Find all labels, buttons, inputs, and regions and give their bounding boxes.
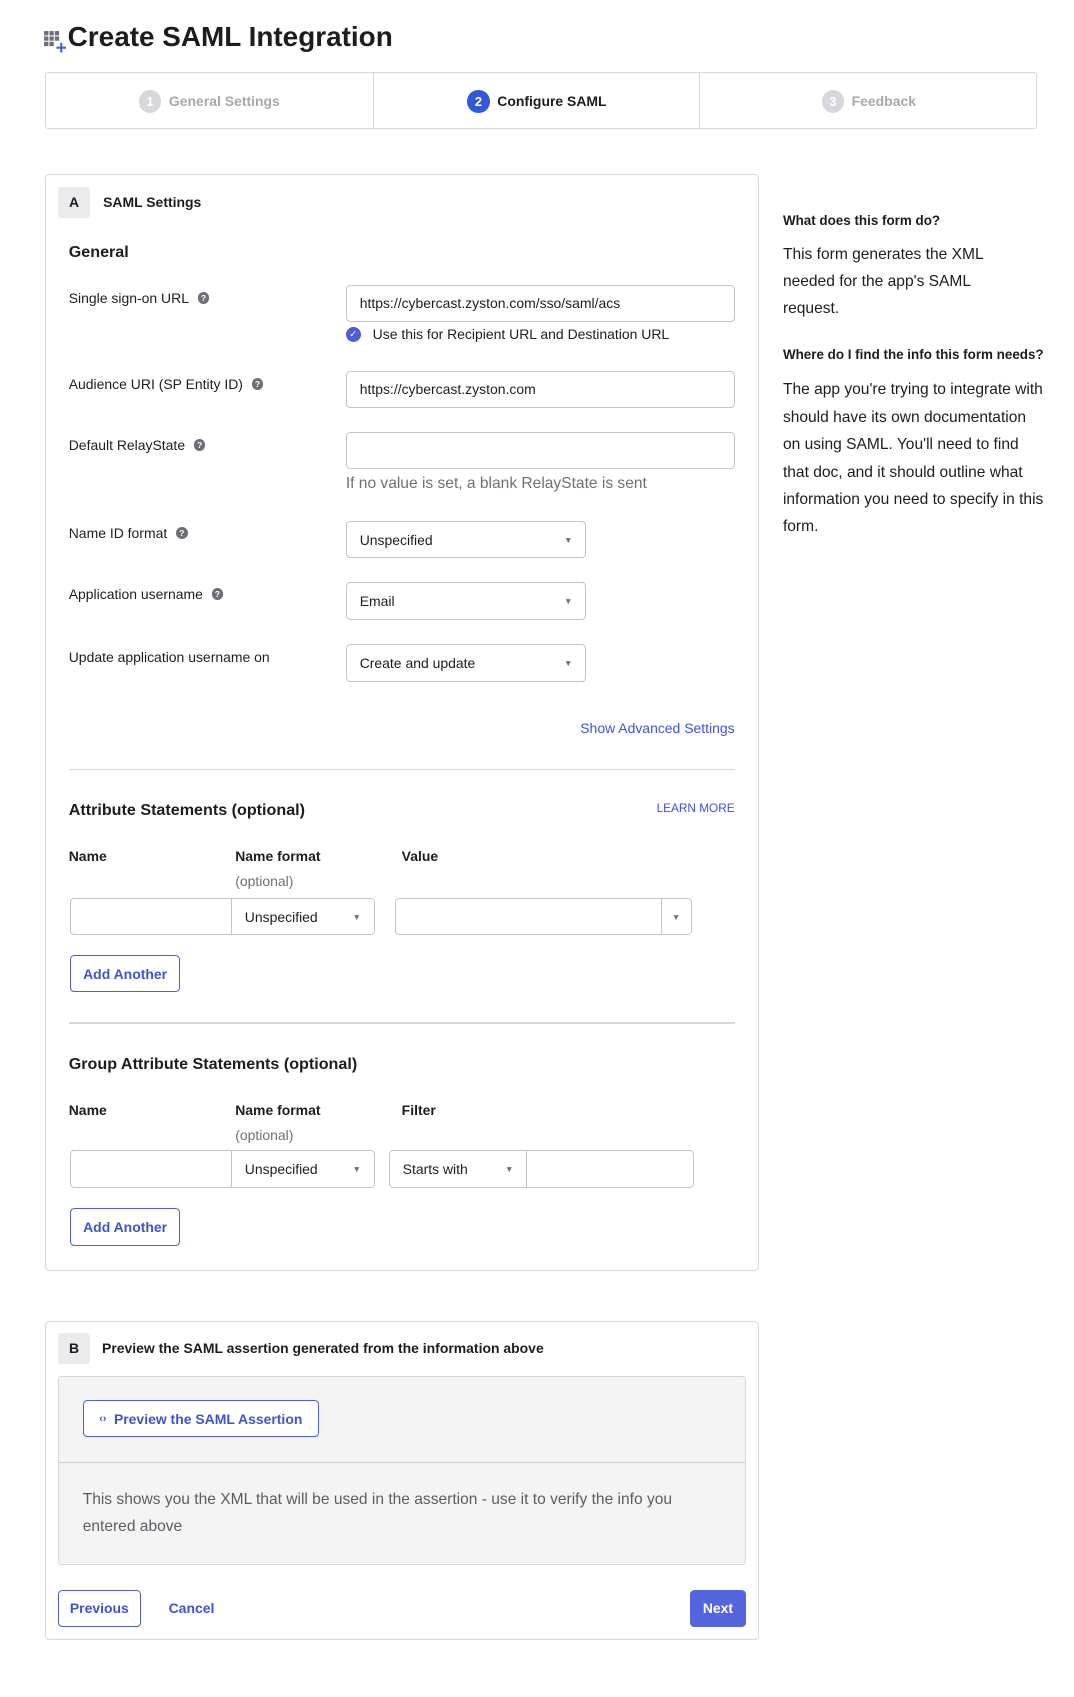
col-value: Value [401, 848, 439, 865]
chevron-down-icon: ▼ [671, 911, 681, 922]
name-id-format-select[interactable]: Unspecified ▼ [346, 521, 587, 559]
help-icon[interactable]: ? [194, 439, 206, 451]
group-name-input[interactable] [70, 1150, 232, 1188]
previous-button[interactable]: Previous [58, 1590, 141, 1628]
chevron-down-icon: ▼ [564, 658, 573, 669]
step-configure-saml[interactable] [374, 73, 700, 130]
help-answer: The app you're trying to integrate with should have its own documentation on using SAML. You'll need to find that doc, and it should outline what information you need to specify in this form. [782, 381, 1044, 536]
show-advanced-settings-link[interactable]: Show Advanced Settings [580, 719, 735, 736]
help-question: What does this form do? [782, 212, 941, 228]
preview-saml-assertion-button[interactable]: ‹› Preview the SAML Assertion [83, 1400, 319, 1437]
col-filter: Filter [401, 1101, 436, 1118]
cancel-button[interactable]: Cancel [168, 1600, 215, 1617]
step-feedback[interactable] [700, 73, 1037, 130]
step-number: 3 [822, 90, 845, 113]
audience-uri-label: Audience URI (SP Entity ID) ? [69, 376, 264, 392]
sso-url-label: Single sign-on URL ? [69, 290, 210, 306]
app-username-select[interactable]: Email ▼ [346, 582, 587, 620]
relaystate-hint: If no value is set, a blank RelayState is sent [345, 474, 647, 492]
page-title: Create SAML Integration [67, 21, 393, 53]
attr-name-input[interactable] [70, 898, 232, 936]
add-another-attribute-button[interactable]: Add Another [70, 955, 181, 993]
help-icon[interactable]: ? [176, 527, 188, 539]
chevron-down-icon: ▼ [352, 1164, 361, 1175]
sidebar-help [783, 213, 1046, 541]
update-username-select[interactable]: Create and update ▼ [346, 644, 587, 682]
help-icon[interactable]: ? [252, 378, 264, 390]
attr-value-dropdown[interactable] [661, 898, 692, 936]
recipient-checkbox-row[interactable]: ✓ Use this for Recipient URL and Destination URL [346, 326, 669, 342]
code-icon: ‹› [99, 1412, 107, 1425]
divider [69, 769, 735, 770]
next-button[interactable]: Next [690, 1590, 747, 1628]
checkbox-checked-icon[interactable]: ✓ [346, 327, 361, 342]
general-heading: General [68, 242, 129, 261]
attr-value-input[interactable] [395, 898, 661, 936]
relaystate-input[interactable] [346, 432, 735, 470]
learn-more-link[interactable]: LEARN MORE [656, 801, 735, 816]
step-label: Configure SAML [497, 93, 607, 110]
col-optional: (optional) [235, 873, 294, 890]
sso-url-input[interactable]: https://cybercast.zyston.com/sso/saml/acs [346, 285, 735, 323]
section-title: Preview the SAML assertion generated from the information above [102, 1340, 544, 1357]
step-label: General Settings [168, 93, 280, 110]
divider [69, 1022, 735, 1023]
help-answer: This form generates the XML needed for the app's SAML request. [782, 245, 984, 318]
audience-uri-input[interactable]: https://cybercast.zyston.com [346, 371, 735, 409]
group-format-select[interactable]: Unspecified ▼ [231, 1150, 375, 1188]
step-number: 2 [467, 90, 490, 113]
wizard-steps [45, 72, 1037, 129]
col-optional: (optional) [235, 1126, 294, 1143]
app-icon [43, 30, 67, 54]
help-icon[interactable]: ? [198, 292, 210, 304]
step-general-settings[interactable] [46, 73, 372, 130]
relaystate-label: Default RelayState ? [69, 437, 206, 453]
name-id-format-label: Name ID format ? [69, 525, 188, 541]
chevron-down-icon: ▼ [352, 911, 361, 922]
update-username-label: Update application username on [68, 648, 270, 665]
chevron-down-icon: ▼ [564, 595, 573, 606]
help-question: Where do I find the info this form needs? [782, 347, 1044, 363]
step-label: Feedback [851, 93, 916, 110]
col-name-format: Name format [235, 848, 321, 865]
group-attribute-statements-heading: Group Attribute Statements (optional) [68, 1054, 358, 1073]
attribute-statements-heading: Attribute Statements (optional) [68, 801, 306, 820]
group-filter-select[interactable]: Starts with ▼ [389, 1150, 528, 1188]
section-badge: B [58, 1333, 90, 1364]
col-name-format: Name format [235, 1101, 321, 1118]
step-number: 1 [139, 90, 162, 113]
section-title: SAML Settings [103, 194, 202, 211]
help-icon[interactable]: ? [212, 588, 224, 600]
attr-format-select[interactable]: Unspecified ▼ [231, 898, 375, 936]
col-name: Name [68, 848, 107, 865]
preview-description: This shows you the XML that will be used in the assertion - use it to verify the info you entered above [82, 1491, 673, 1536]
chevron-down-icon: ▼ [564, 534, 573, 545]
group-filter-input[interactable] [526, 1150, 694, 1188]
section-badge: A [58, 187, 90, 218]
app-username-label: Application username ? [69, 586, 224, 602]
add-another-group-button[interactable]: Add Another [70, 1208, 181, 1246]
chevron-down-icon: ▼ [504, 1164, 514, 1175]
col-name: Name [68, 1101, 107, 1118]
divider [58, 1462, 746, 1463]
